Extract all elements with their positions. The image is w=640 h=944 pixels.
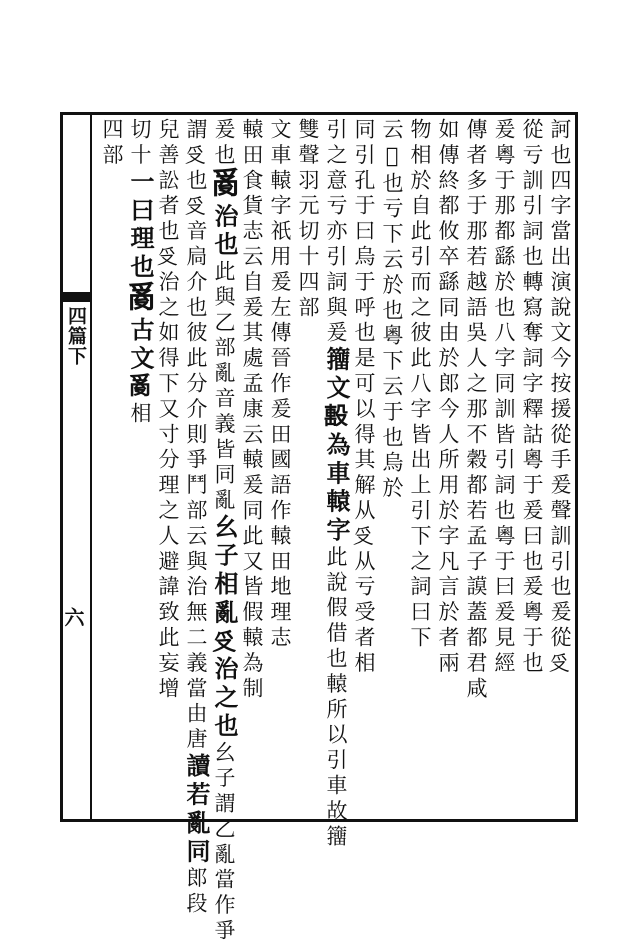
gloss-text: 此說假借也轅所以引車故籒 [324, 545, 348, 851]
text-column: 訶也四字當出演說文今按援從手爰聲訓引也爰從𠬪 [548, 118, 572, 677]
column-text: 切十 [128, 118, 152, 169]
headword-text: 一曰理也 [126, 168, 155, 283]
gloss-text: 幺子謂乙亂當作爭 [212, 741, 236, 944]
text-column: 如傳終都攸卒繇同由於郎今人所用於字凡言於者兩 [436, 118, 460, 677]
column-text: 兒善訟者也𠬪治之如得下又寸分理之 [156, 118, 180, 525]
column-text: 謂𠬪也𠬪音扃介也彼此分介則爭鬥部云 [184, 118, 208, 550]
headword-text: 古文𤔔 [126, 316, 155, 403]
seal-character: 𤔔 [123, 282, 158, 317]
text-column [322, 118, 351, 851]
seal-character: 𤔔 [207, 168, 242, 204]
margin-rule [90, 112, 92, 822]
gloss-text: 相 [128, 402, 152, 428]
fishtail-mark [61, 292, 91, 302]
text-body [96, 118, 574, 944]
page-number: 六 [61, 607, 85, 627]
headword-text: 讀若亂同 [182, 753, 211, 867]
text-column: 文車轅字祇用爰左傳晉作爰田國語作轅田地理志 [268, 118, 292, 652]
text-column: 物相於自此引而之彼此八字皆出上引下之詞曰下 [408, 118, 432, 652]
column-text: 引之意亏亦引詞與爰 [324, 118, 348, 347]
gloss-text: 郎段 [184, 866, 208, 918]
headword-text: 治也 [210, 203, 239, 261]
text-column [207, 118, 242, 944]
column-text: 爰也 [212, 118, 236, 169]
text-column: 轅田食貨志云自爰其處孟康云轅爰同此又皆假轅為制 [240, 118, 264, 703]
margin-column [60, 290, 92, 460]
gloss-text: 與治無二義當由唐 [184, 549, 208, 754]
text-column: 同引孔于曰烏于呼也是可以得其解从𠬪从亏受者相 [352, 118, 376, 677]
text-column: 爰粵于那都繇於也八字同訓皆引詞也粵于曰爰見經 [492, 118, 516, 677]
gloss-text: 此與乙部亂音義皆同 [212, 260, 236, 489]
headword-text: 幺子相亂𠬪治之也 [210, 514, 239, 742]
text-column [182, 118, 211, 918]
text-column: 四部 [100, 118, 124, 169]
gloss-text: 亂 [212, 488, 236, 515]
text-column: 從亏訓引詞也轉寫奪詞字釋詁粵于爰曰也爰粵于也 [520, 118, 544, 677]
chapter-label: 四篇下 [65, 306, 87, 366]
text-column [154, 118, 182, 818]
headword-text: 籒文𣪠為車轅字 [322, 346, 351, 546]
text-column: 傳者多于那若越語吳人之那不穀都若孟子謨蓋都君咸 [464, 118, 488, 703]
text-column: 云𠾈也亏下云於也粵下云于也烏於 [380, 118, 404, 502]
text-column: 雙聲羽元切十四部 [296, 118, 320, 322]
gloss-text: 人避諱致此妄增 [156, 524, 180, 703]
text-column [123, 118, 158, 818]
